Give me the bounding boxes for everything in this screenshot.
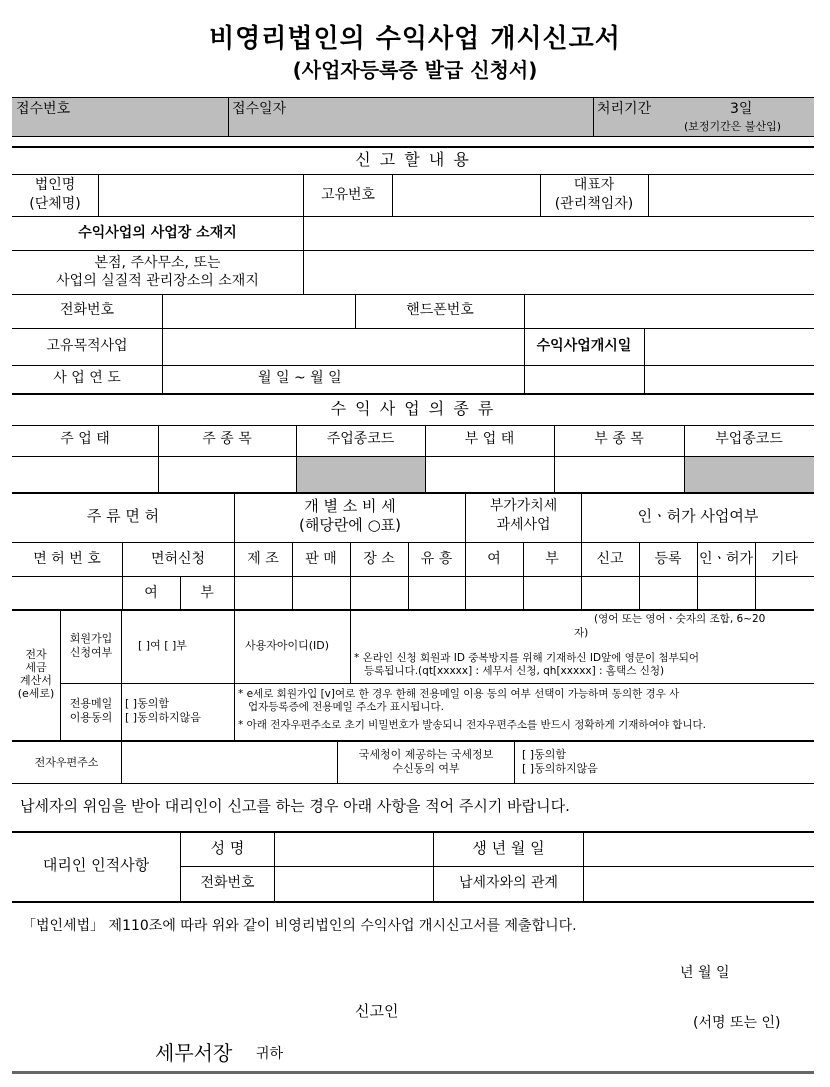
- fiscal-year-label: 사 업 연 도: [53, 370, 121, 386]
- hq-label-1: 본점, 주사무소, 또는: [94, 255, 221, 271]
- processing-period-value: 3일: [730, 101, 753, 117]
- receipt-date-label: 접수일자: [232, 101, 287, 117]
- main-code: 주업종코드: [326, 431, 395, 447]
- user-id-label: 사용자아이디(ID): [245, 639, 330, 652]
- email-note-3: * 아래 전자우편주소로 초기 비밀번호가 발송되니 전자우편주소를 반드시 정확하게 기재하여야 합니다.: [238, 719, 706, 731]
- unique-no-label: 고유번호: [320, 187, 376, 203]
- excise-label-1: 개 별 소 비 세: [304, 497, 396, 515]
- section2-heading: 수 익 사 업 의 종 류: [330, 399, 496, 418]
- license-request-col: 면허신청: [150, 551, 206, 567]
- fiscal-year-value: 월 일 ~ 월 일: [258, 370, 342, 386]
- info-consent-label-1: 국세청이 제공하는 국세정보: [358, 748, 494, 761]
- purpose-label: 고유목적사업: [46, 338, 128, 354]
- addressee-suffix: 귀하: [256, 1046, 284, 1062]
- vat-label-1: 부가가치세: [489, 498, 558, 514]
- phone-label: 전화번호: [59, 302, 115, 318]
- section1-heading: 신 고 할 내 용: [355, 150, 471, 169]
- permit-col: 인ㆍ허가: [698, 551, 754, 567]
- sub-item: 부 종 목: [594, 431, 644, 447]
- email-note-2: 업자등록증에 전용메일 주소가 표시됩니다.: [248, 701, 444, 713]
- receipt-no-label: 접수번호: [16, 101, 71, 117]
- other-col: 기타: [770, 551, 799, 567]
- email-label: 전자우편주소: [34, 756, 99, 769]
- hq-label-2: 사업의 실질적 관리장소의 소재지: [56, 273, 259, 289]
- info-disagree[interactable]: [ ]동의하지않음: [522, 762, 598, 775]
- form-title: 비영리법인의 수익사업 개시신고서: [209, 24, 621, 54]
- mobile-label: 핸드폰번호: [406, 302, 474, 318]
- member-choice[interactable]: [ ]여 [ ]부: [138, 639, 187, 652]
- sub-biz-type: 부 업 태: [464, 431, 515, 447]
- email-consent-label-1: 전용메일: [69, 697, 113, 710]
- form-subtitle: (사업자등록증 발급 신청서): [292, 58, 538, 82]
- register-col: 등록: [654, 551, 682, 567]
- main-biz-type: 주 업 태: [60, 431, 110, 447]
- proxy-phone-label: 전화번호: [200, 875, 255, 891]
- vat-no-col: 부: [545, 551, 559, 567]
- period-note: (보정기간은 불산입): [684, 120, 782, 133]
- id-note-3: * 온라인 신청 회원과 ID 중복방지를 위해 기재하신 ID앞에 영문이 첨부되어: [354, 652, 699, 664]
- liquor-license-label: 주 류 면 허: [86, 507, 160, 525]
- entertainment-col: 유 흥: [420, 551, 453, 567]
- excise-label-2: (해당란에 ○표): [298, 516, 401, 534]
- rep-label-2: (관리책임자): [554, 196, 634, 212]
- email-disagree[interactable]: [ ]동의하지않음: [125, 711, 201, 724]
- member-label-2: 신청여부: [69, 646, 113, 659]
- report-col: 신고: [596, 551, 624, 567]
- tax-office-label: 세무서장: [155, 1041, 233, 1065]
- main-item: 주 종 목: [202, 431, 252, 447]
- info-agree[interactable]: [ ]동의함: [522, 748, 566, 761]
- license-no: 부: [200, 585, 214, 601]
- id-note-1: (영어 또는 영어ㆍ숫자의 조합, 6~20: [594, 613, 766, 625]
- etax-label-1: 전자: [25, 648, 47, 661]
- proxy-label: 대리인 인적사항: [42, 856, 150, 874]
- declarant-label: 신고인: [355, 1002, 399, 1020]
- etax-label-3: 계산서: [20, 674, 52, 687]
- sale-col: 판 매: [305, 551, 337, 567]
- license-yes: 여: [144, 585, 158, 601]
- date-line: 년 월 일: [680, 965, 730, 981]
- email-consent-label-2: 이용동의: [69, 711, 113, 724]
- signature-label: (서명 또는 인): [693, 1015, 781, 1031]
- email-note-1: * e세로 회원가입 [v]여로 한 경우 한해 전용메일 이용 동의 여부 선택이 가능하며 동의한 경우 사: [238, 688, 680, 700]
- proxy-name-label: 성 명: [210, 839, 245, 857]
- corp-name-label: 법인명: [34, 177, 76, 193]
- id-note-4: 등록됩니다.(qt[xxxxx] : 세무서 신청, qh[xxxxx] : 홈택스 신청): [364, 665, 665, 677]
- member-label-1: 회원가입: [69, 632, 113, 645]
- place-col: 장 소: [363, 551, 395, 567]
- proxy-relation-label: 납세자와의 관계: [458, 875, 559, 891]
- email-agree[interactable]: [ ]동의함: [125, 697, 169, 710]
- vat-yes-col: 여: [487, 551, 501, 567]
- proxy-notice: 납세자의 위임을 받아 대리인이 신고를 하는 경우 아래 사항을 적어 주시기 바랍니다.: [20, 797, 570, 815]
- processing-period-label: 처리기간: [597, 101, 652, 117]
- submission-statement: 「법인세법」 제110조에 따라 위와 같이 비영리법인의 수익사업 개시신고서를 제출합니다.: [22, 918, 577, 934]
- biz-location-label: 수익사업의 사업장 소재지: [78, 225, 237, 241]
- sub-code: 부업종코드: [715, 431, 783, 447]
- start-date-label: 수익사업개시일: [536, 338, 632, 354]
- proxy-birth-label: 생 년 월 일: [472, 839, 545, 857]
- vat-label-2: 과세사업: [496, 517, 551, 533]
- corp-name-label-2: (단체명): [29, 196, 81, 212]
- permit-label: 인ㆍ허가 사업여부: [637, 507, 759, 525]
- manufacture-col: 제 조: [247, 551, 279, 567]
- info-consent-label-2: 수신동의 여부: [392, 762, 460, 775]
- id-note-2: 자): [574, 627, 589, 639]
- etax-label-2: 세금: [25, 661, 47, 674]
- license-no-col: 면 허 번 호: [33, 551, 101, 567]
- rep-label: 대표자: [573, 177, 615, 193]
- etax-label-4: (e세로): [17, 687, 55, 700]
